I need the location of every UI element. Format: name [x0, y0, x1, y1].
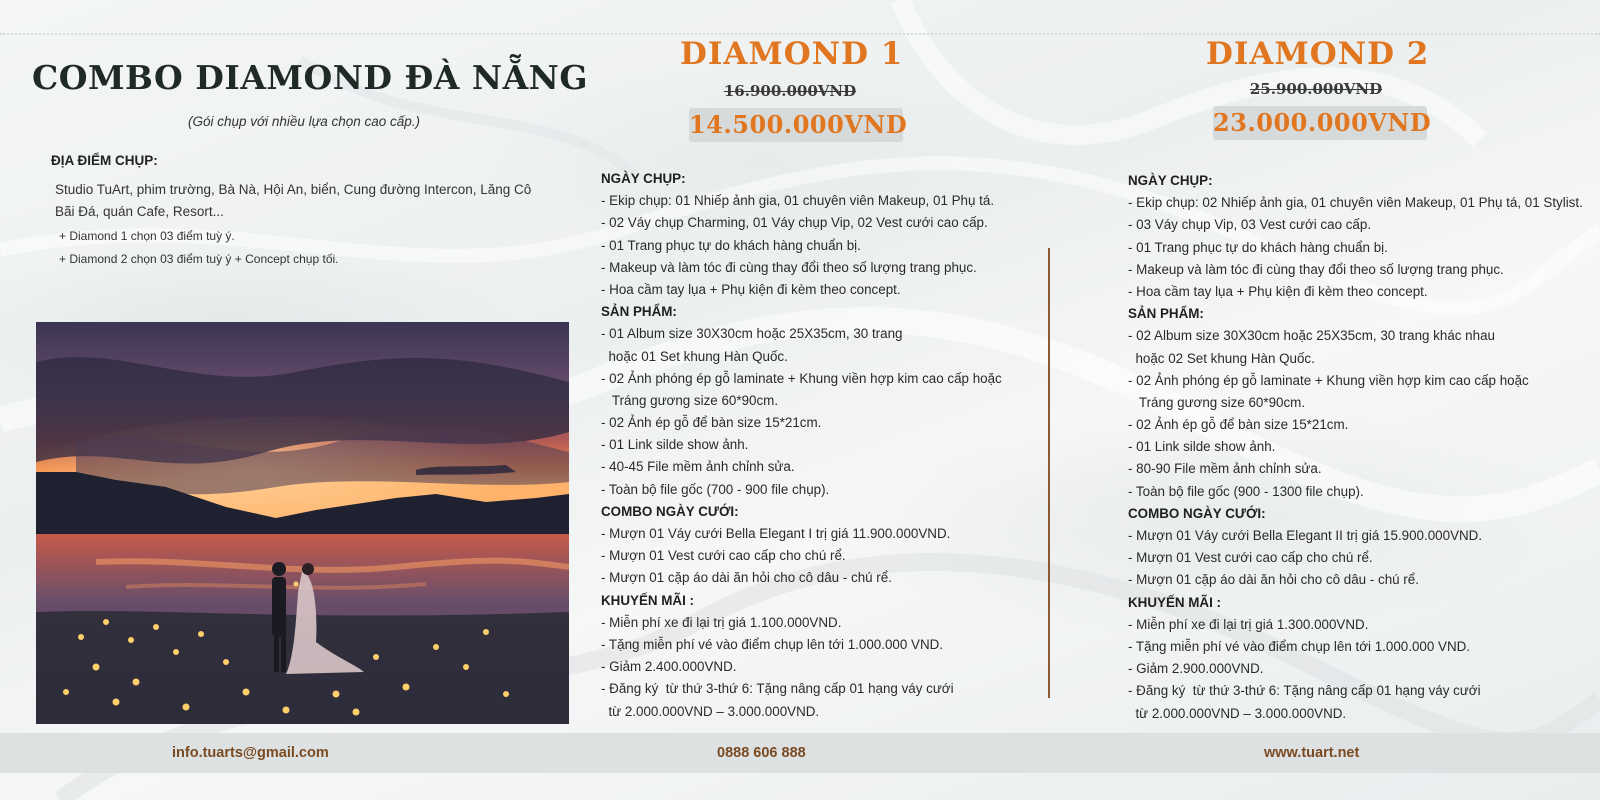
detail-line: - Hoa cầm tay lụa + Phụ kiện đi kèm theo concept. — [601, 281, 901, 297]
detail-line: - Đăng ký từ thứ 3-thứ 6: Tặng nâng cấp 01 hạng váy cưới — [601, 681, 954, 697]
detail-line: - Ekip chụp: 01 Nhiếp ảnh gia, 01 chuyên viên Makeup, 01 Phụ tá. — [601, 193, 995, 209]
detail-line: - Miễn phí xe đi lại trị giá 1.100.000VND. — [601, 614, 842, 630]
package-2-details — [1128, 170, 1583, 725]
detail-line: - 40-45 File mềm ảnh chỉnh sửa. — [601, 459, 795, 475]
top-dotted-border — [0, 33, 1600, 35]
detail-line: - Mượn 01 cặp áo dài ăn hỏi cho cô dâu - chú rể. — [601, 570, 892, 586]
detail-line: hoặc 02 Set khung Hàn Quốc. — [1128, 350, 1315, 366]
detail-line: - 02 Ảnh phóng ép gỗ laminate + Khung viền hợp kim cao cấp hoặc — [1128, 372, 1529, 388]
location-description: Studio TuArt, phim trường, Bà Nà, Hội An, biển, Cung đường Intercon, Lăng Cô Bãi Đá, quán Cafe, Resort... — [55, 182, 532, 219]
detail-line: - Tặng miễn phí vé vào điểm chụp lên tới 1.000.000 VND. — [601, 636, 944, 652]
detail-line: - Makeup và làm tóc đi cùng thay đổi theo số lượng trang phục. — [1128, 261, 1504, 277]
detail-line: từ 2.000.000VND – 3.000.000VND. — [1128, 705, 1347, 721]
detail-line: - 01 Album size 30X30cm hoặc 25X35cm, 30 trang — [601, 326, 903, 342]
detail-line: - 01 Link silde show ảnh. — [601, 437, 749, 453]
couple-sunset-photo — [36, 322, 569, 724]
location-bullet-diamond-2: + Diamond 2 chọn 03 điểm tuỳ ý + Concept chụp tối. — [59, 252, 339, 266]
location-bullet-diamond-1: + Diamond 1 chọn 03 điểm tuỳ ý. — [59, 229, 235, 243]
package-1-new-price: 14.500.000VND — [689, 108, 903, 142]
section-heading: SẢN PHẨM: — [1128, 306, 1204, 322]
detail-line: từ 2.000.000VND – 3.000.000VND. — [601, 703, 820, 719]
page-title: COMBO DIAMOND ĐÀ NẴNG — [31, 58, 589, 97]
detail-line: - Ekip chụp: 02 Nhiếp ảnh gia, 01 chuyên viên Makeup, 01 Phụ tá, 01 Stylist. — [1128, 195, 1583, 211]
detail-line: - Mượn 01 Váy cưới Bella Elegant II trị giá 15.900.000VND. — [1128, 528, 1483, 543]
footer-bar — [0, 733, 1600, 773]
detail-line: - Mượn 01 Vest cưới cao cấp cho chú rể. — [601, 548, 846, 564]
location-bullets — [59, 225, 339, 271]
package-1-details — [601, 168, 1002, 723]
detail-line: - Tặng miễn phí vé vào điểm chụp lên tới 1.000.000 VND. — [1128, 638, 1471, 654]
package-2-new-price: 23.000.000VND — [1213, 106, 1427, 140]
detail-line: - Mượn 01 cặp áo dài ăn hỏi cho cô dâu - chú rể. — [1128, 572, 1419, 588]
detail-line: - Toàn bộ file gốc (700 - 900 file chụp). — [601, 481, 830, 497]
detail-line: - 80-90 File mềm ảnh chỉnh sửa. — [1128, 461, 1322, 477]
section-heading: KHUYẾN MÃI : — [1128, 594, 1221, 610]
detail-line: - 01 Trang phục tự do khách hàng chuẩn bị. — [601, 237, 861, 253]
section-heading: NGÀY CHỤP: — [601, 171, 686, 186]
section-heading: NGÀY CHỤP: — [1128, 173, 1213, 188]
detail-line: Tráng gương size 60*90cm. — [1128, 394, 1306, 410]
detail-line: - Đăng ký từ thứ 3-thứ 6: Tặng nâng cấp 01 hạng váy cưới — [1128, 683, 1481, 699]
detail-line: - 02 Album size 30X30cm hoặc 25X35cm, 30 trang khác nhau — [1128, 328, 1495, 344]
detail-line: - 02 Ảnh phóng ép gỗ laminate + Khung viền hợp kim cao cấp hoặc — [601, 370, 1002, 386]
package-1-old-price: 16.900.000VND — [723, 82, 857, 100]
package-1-title: DIAMOND 1 — [680, 36, 904, 72]
section-heading: SẢN PHẨM: — [601, 304, 677, 320]
footer-phone[interactable]: 0888 606 888 — [717, 745, 806, 761]
footer-website[interactable]: www.tuart.net — [1264, 745, 1360, 761]
location-heading: ĐỊA ĐIỂM CHỤP: — [51, 153, 158, 168]
detail-line: - 01 Link silde show ảnh. — [1128, 439, 1276, 455]
detail-line: - 01 Trang phục tự do khách hàng chuẩn bị. — [1128, 239, 1388, 255]
detail-line: - 02 Ảnh ép gỗ để bàn size 15*21cm. — [1128, 417, 1349, 433]
column-divider — [1048, 248, 1050, 698]
section-heading: KHUYẾN MÃI : — [601, 592, 694, 608]
page-subtitle: (Gói chụp với nhiều lựa chọn cao cấp.) — [187, 114, 421, 129]
detail-line: - Toàn bộ file gốc (900 - 1300 file chụp). — [1128, 483, 1364, 499]
detail-line: - Giảm 2.400.000VND. — [601, 659, 737, 675]
package-2-old-price: 25.900.000VND — [1249, 80, 1383, 98]
detail-line: - 02 Ảnh ép gỗ để bàn size 15*21cm. — [601, 415, 822, 431]
section-heading: COMBO NGÀY CƯỚI: — [1128, 505, 1266, 521]
detail-line: Tráng gương size 60*90cm. — [601, 392, 779, 408]
detail-line: - Miễn phí xe đi lại trị giá 1.300.000VND. — [1128, 616, 1369, 632]
detail-line: - Hoa cầm tay lụa + Phụ kiện đi kèm theo concept. — [1128, 283, 1428, 299]
section-heading: COMBO NGÀY CƯỚI: — [601, 503, 739, 519]
detail-line: - Makeup và làm tóc đi cùng thay đổi theo số lượng trang phục. — [601, 259, 977, 275]
detail-line: - Mượn 01 Vest cưới cao cấp cho chú rể. — [1128, 550, 1373, 566]
detail-line: hoặc 01 Set khung Hàn Quốc. — [601, 348, 788, 364]
footer-email[interactable]: info.tuarts@gmail.com — [172, 745, 329, 761]
detail-line: - 02 Váy chụp Charming, 01 Váy chụp Vip, 02 Vest cưới cao cấp. — [601, 215, 988, 231]
detail-line: - Giảm 2.900.000VND. — [1128, 661, 1264, 677]
detail-line: - Mượn 01 Váy cưới Bella Elegant I trị giá 11.900.000VND. — [601, 526, 951, 541]
package-2-title: DIAMOND 2 — [1206, 36, 1430, 72]
detail-line: - 03 Váy chụp Vip, 03 Vest cưới cao cấp. — [1128, 217, 1372, 233]
